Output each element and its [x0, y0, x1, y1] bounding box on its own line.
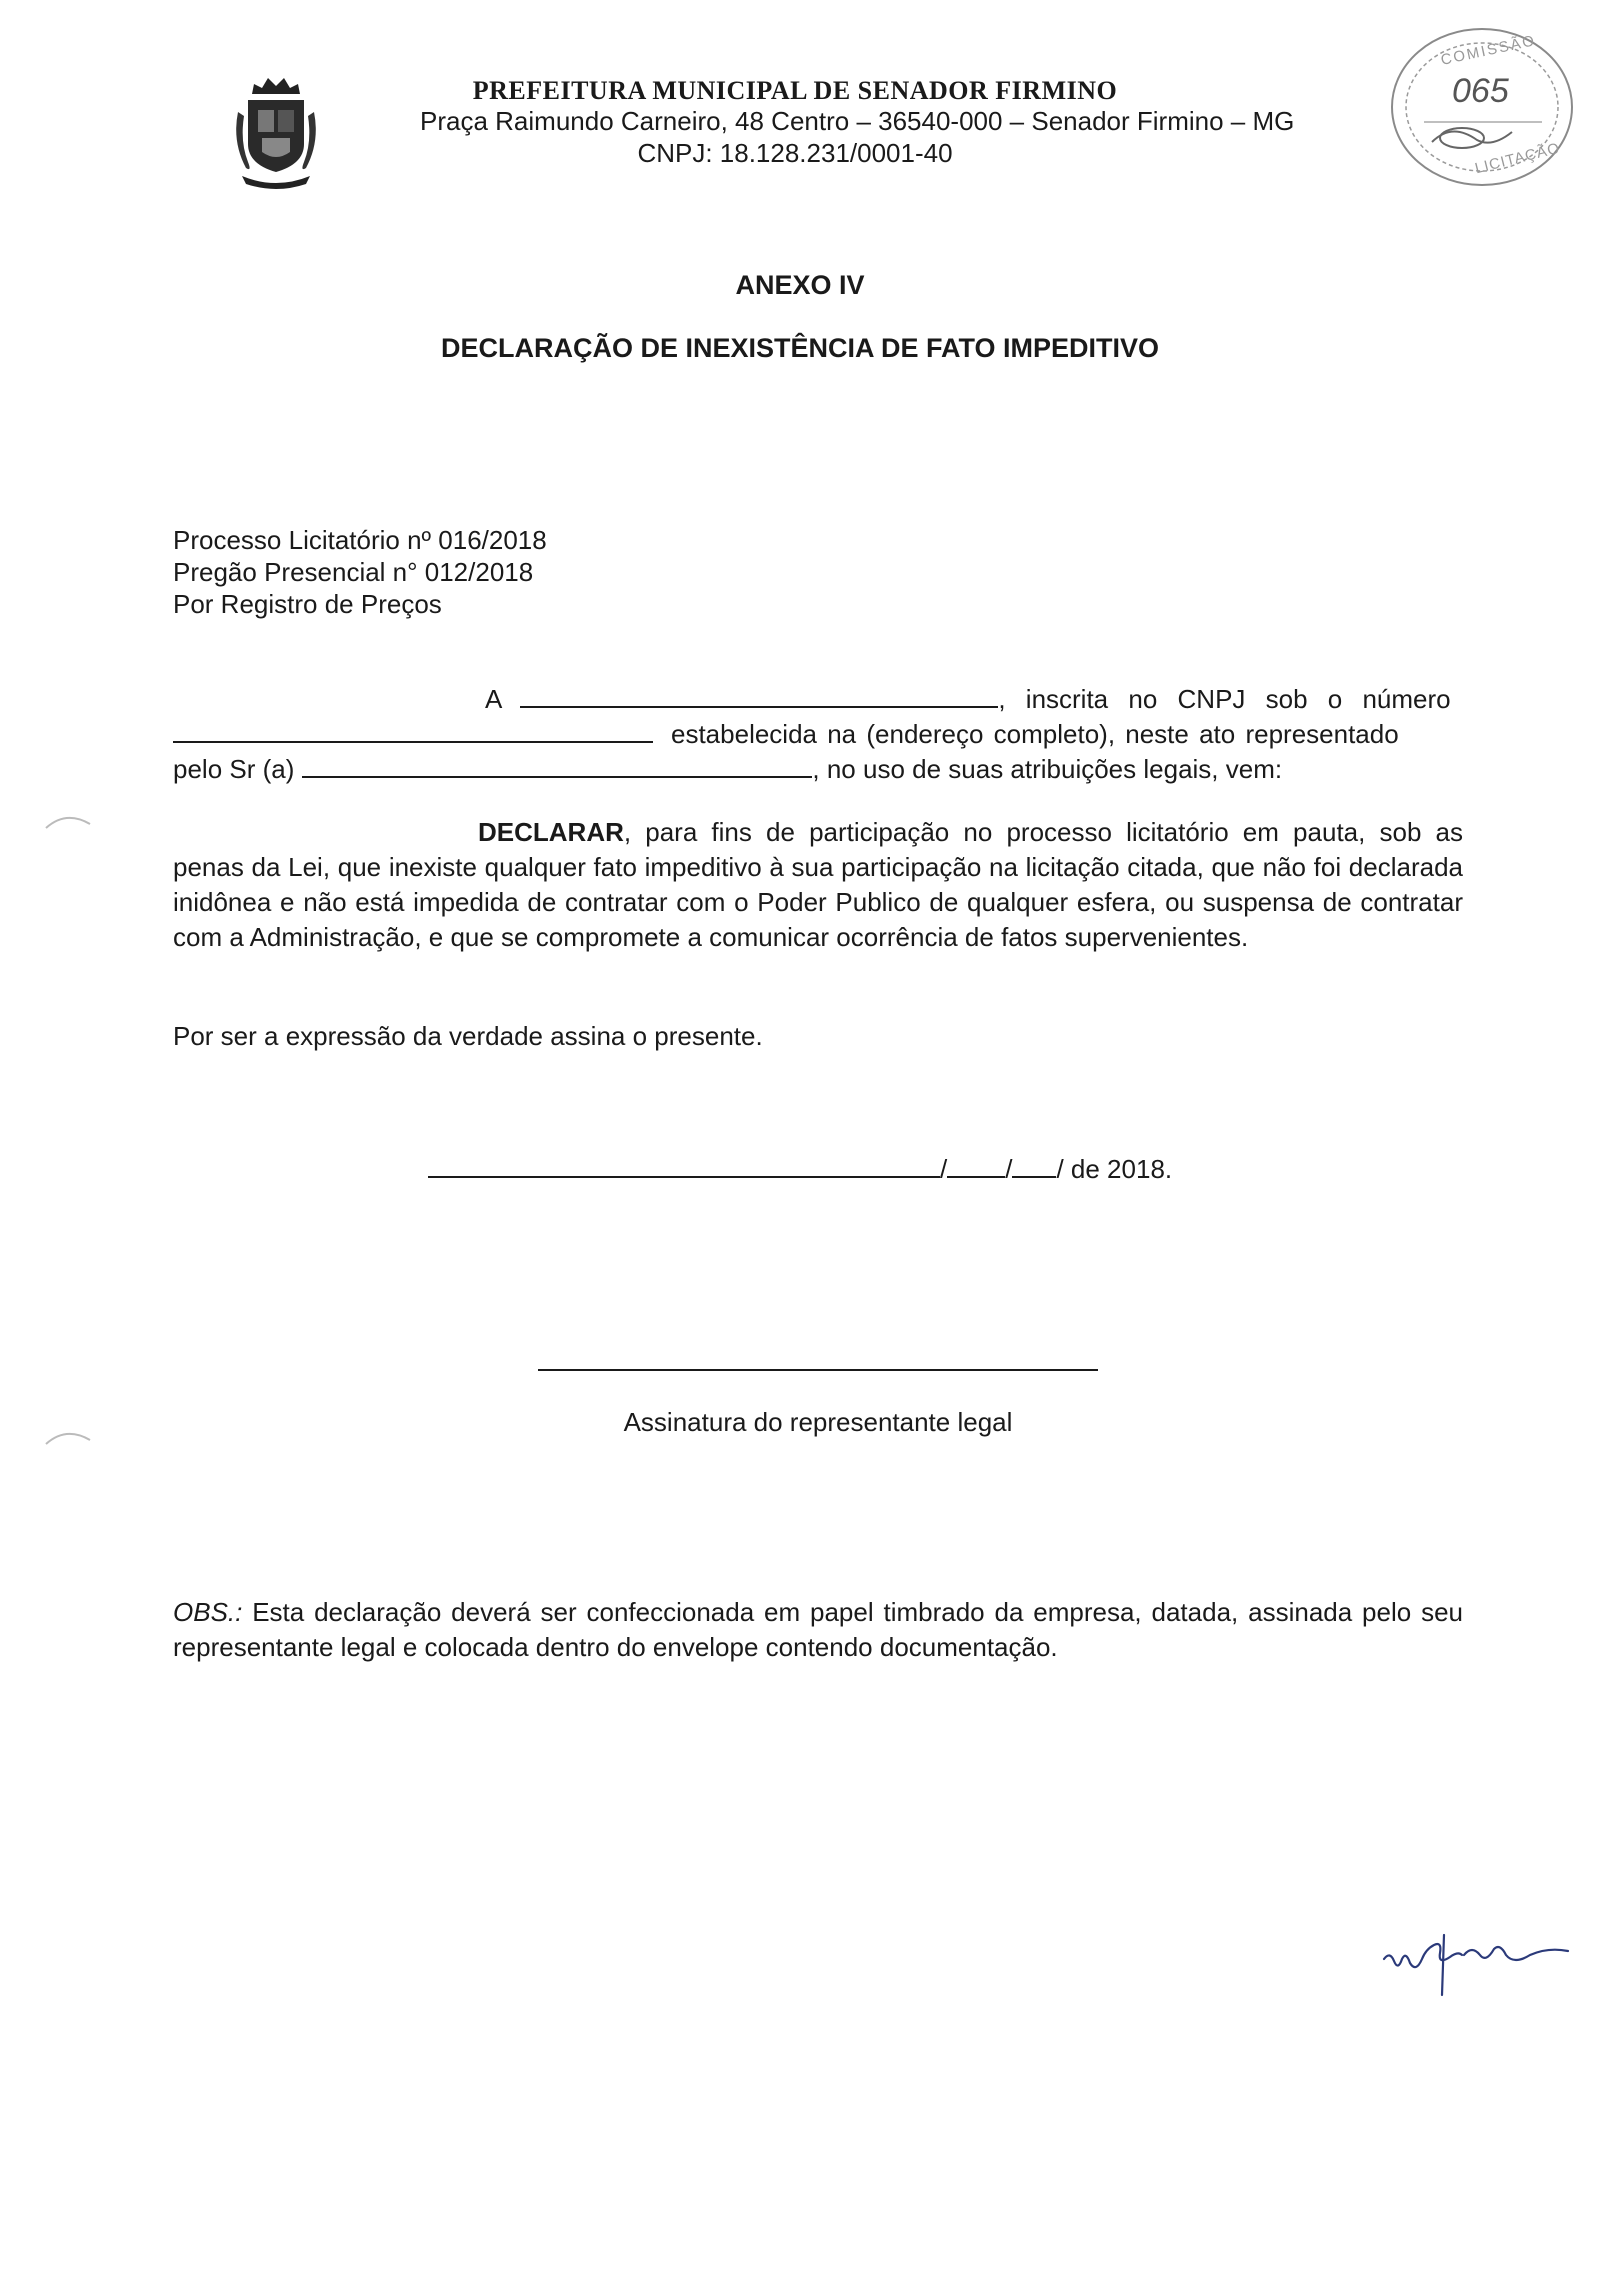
truth-statement: Por ser a expressão da verdade assina o presente. — [173, 1021, 763, 1051]
stamp-bottom-text: LICITAÇÃO — [1473, 139, 1562, 178]
signature-line — [538, 1369, 1098, 1371]
date-line — [428, 1150, 1172, 1187]
obs-label: OBS.: — [173, 1597, 243, 1627]
intro-cnpj-text: , inscrita no CNPJ sob o número — [998, 684, 1451, 714]
intro-pelo: pelo Sr (a) — [173, 754, 295, 784]
stamp-top-text: COMISSÃO — [1439, 32, 1538, 69]
handwritten-initials — [1380, 1915, 1580, 2010]
intro-line-2 — [173, 715, 1463, 752]
intro-a: A — [485, 684, 503, 714]
declaration-paragraph — [173, 815, 1463, 955]
intro-line-1 — [485, 680, 1463, 717]
company-name-blank — [520, 680, 998, 708]
process-number: Processo Licitatório nº 016/2018 — [173, 525, 547, 555]
date-separator-2: / — [1005, 1154, 1013, 1184]
day-blank — [947, 1150, 1005, 1178]
institution-address: Praça Raimundo Carneiro, 48 Centro – 36540-000 – Senador Firmino – MG — [420, 106, 1295, 136]
institution-name: PREFEITURA MUNICIPAL DE SENADOR FIRMINO — [472, 76, 1118, 105]
declaration-text: , para fins de participação no processo licitatório em pauta, sob as penas da Lei, que inexiste qualquer fato impeditivo à sua participação na licitação citada, que não foi declarada inidônea e não está impedida de contratar com o Poder Publico de qualquer esfera, ou suspensa de contratar com a Administração, e que se compromete a comunicar ocorrência de fatos supervenientes. — [173, 817, 1463, 952]
price-registry: Por Registro de Preços — [173, 589, 442, 619]
institution-cnpj: CNPJ: 18.128.231/0001-40 — [637, 138, 953, 168]
observation-paragraph — [173, 1595, 1463, 1665]
intro-established: estabelecida na (endereço completo), neste ato representado — [671, 719, 1399, 749]
cnpj-number-blank — [173, 715, 653, 743]
process-info — [173, 524, 547, 620]
punch-mark-bottom — [44, 1424, 94, 1459]
annex-title: ANEXO IV — [735, 270, 865, 300]
declaration-title: DECLARAÇÃO DE INEXISTÊNCIA DE FATO IMPEDITIVO — [440, 333, 1160, 363]
auction-number: Pregão Presencial n° 012/2018 — [173, 557, 534, 587]
coat-of-arms-logo — [228, 72, 324, 192]
declare-keyword: DECLARAR — [478, 817, 624, 847]
intro-line-3 — [173, 750, 1463, 787]
punch-mark-top — [44, 808, 94, 843]
intro-uso: , no uso de suas atribuições legais, vem: — [812, 754, 1283, 784]
stamp-page-number: 065 — [1452, 72, 1509, 110]
date-separator-1: / — [940, 1154, 948, 1184]
date-year-suffix: / de 2018. — [1056, 1154, 1173, 1184]
signature-label: Assinatura do representante legal — [623, 1407, 1013, 1437]
commission-stamp — [1382, 22, 1582, 192]
place-blank — [428, 1150, 940, 1178]
obs-text: Esta declaração deverá ser confeccionada em papel timbrado da empresa, datada, assinada pelo seu representante legal e colocada dentro do envelope contendo documentação. — [173, 1597, 1463, 1662]
month-blank — [1012, 1150, 1056, 1178]
representative-name-blank — [302, 750, 812, 778]
